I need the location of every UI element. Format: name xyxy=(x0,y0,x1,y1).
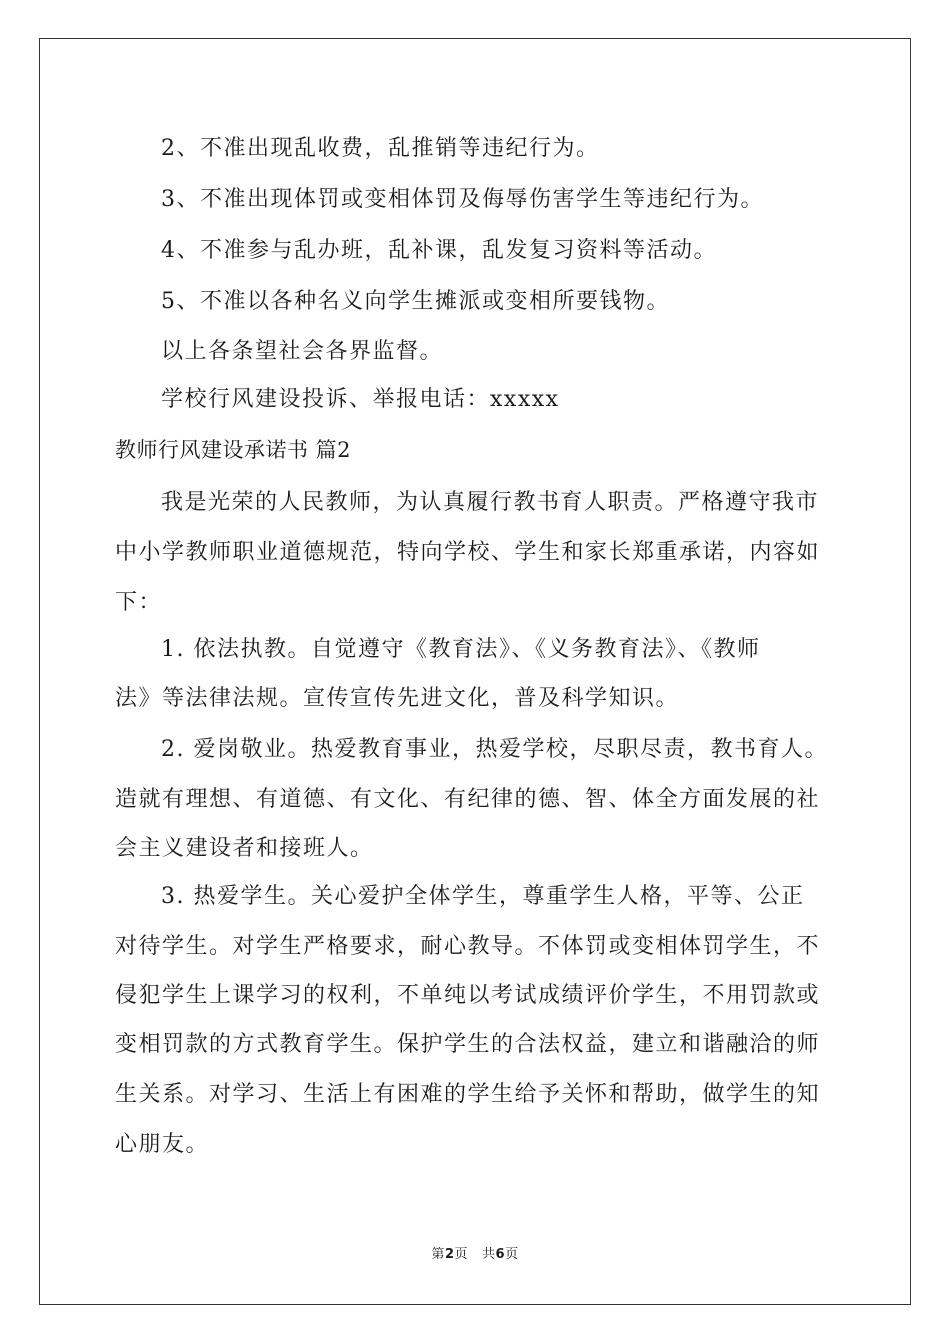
paragraph-line: 生关系。对学习、生活上有困难的学生给予关怀和帮助，做学生的知 xyxy=(115,1082,821,1107)
paragraph-line: 我是光荣的人民教师，为认真履行教书育人职责。严格遵守我市 xyxy=(161,490,820,515)
paragraph-line: 侵犯学生上课学习的权利，不单纯以考试成绩评价学生，不用罚款或 xyxy=(115,983,821,1008)
rule-item-5: 5、不准以各种名义向学生摊派或变相所要钱物。 xyxy=(161,289,670,314)
page-prefix: 第 xyxy=(431,1247,445,1262)
paragraph-line: 法》等法律法规。宣传宣传先进文化，普及科学知识。 xyxy=(115,686,680,711)
paragraph-line: 对待学生。对学生严格要求，耐心教导。不体罚或变相体罚学生，不 xyxy=(115,934,821,959)
page-border xyxy=(39,38,911,1305)
supervision-note: 以上各条望社会各界监督。 xyxy=(161,339,444,364)
total-pages: 6 xyxy=(495,1247,506,1262)
paragraph-line: 心朋友。 xyxy=(115,1132,210,1157)
page-footer xyxy=(0,1246,950,1264)
total-suffix: 页 xyxy=(505,1247,519,1262)
total-prefix: 共 xyxy=(482,1247,496,1262)
paragraph-line: 变相罚款的方式教育学生。保护学生的合法权益，建立和谐融洽的师 xyxy=(115,1032,821,1057)
paragraph-line: 1. 依法执教。自觉遵守《教育法》、《义务教育法》、《教师 xyxy=(161,637,761,662)
page-number: 2 xyxy=(444,1247,455,1262)
paragraph-line: 造就有理想、有道德、有文化、有纪律的德、智、体全方面发展的社 xyxy=(115,787,821,812)
section-heading: 教师行风建设承诺书 篇2 xyxy=(115,438,352,462)
paragraph-line: 3. 热爱学生。关心爱护全体学生，尊重学生人格，平等、公正 xyxy=(161,884,805,909)
paragraph-line: 下： xyxy=(115,590,163,615)
rule-item-4: 4、不准参与乱办班，乱补课，乱发复习资料等活动。 xyxy=(161,238,717,263)
rule-item-3: 3、不准出现体罚或变相体罚及侮辱伤害学生等违纪行为。 xyxy=(161,187,764,212)
complaint-phone: 学校行风建设投诉、举报电话：xxxxx xyxy=(161,387,560,412)
paragraph-line: 中小学教师职业道德规范，特向学校、学生和家长郑重承诺，内容如 xyxy=(115,540,821,565)
page-suffix: 页 xyxy=(454,1247,468,1262)
paragraph-line: 会主义建设者和接班人。 xyxy=(115,836,374,861)
paragraph-line: 2. 爱岗敬业。热爱教育事业，热爱学校，尽职尽责，教书育人。 xyxy=(161,737,828,762)
rule-item-2: 2、不准出现乱收费，乱推销等违纪行为。 xyxy=(161,136,600,161)
